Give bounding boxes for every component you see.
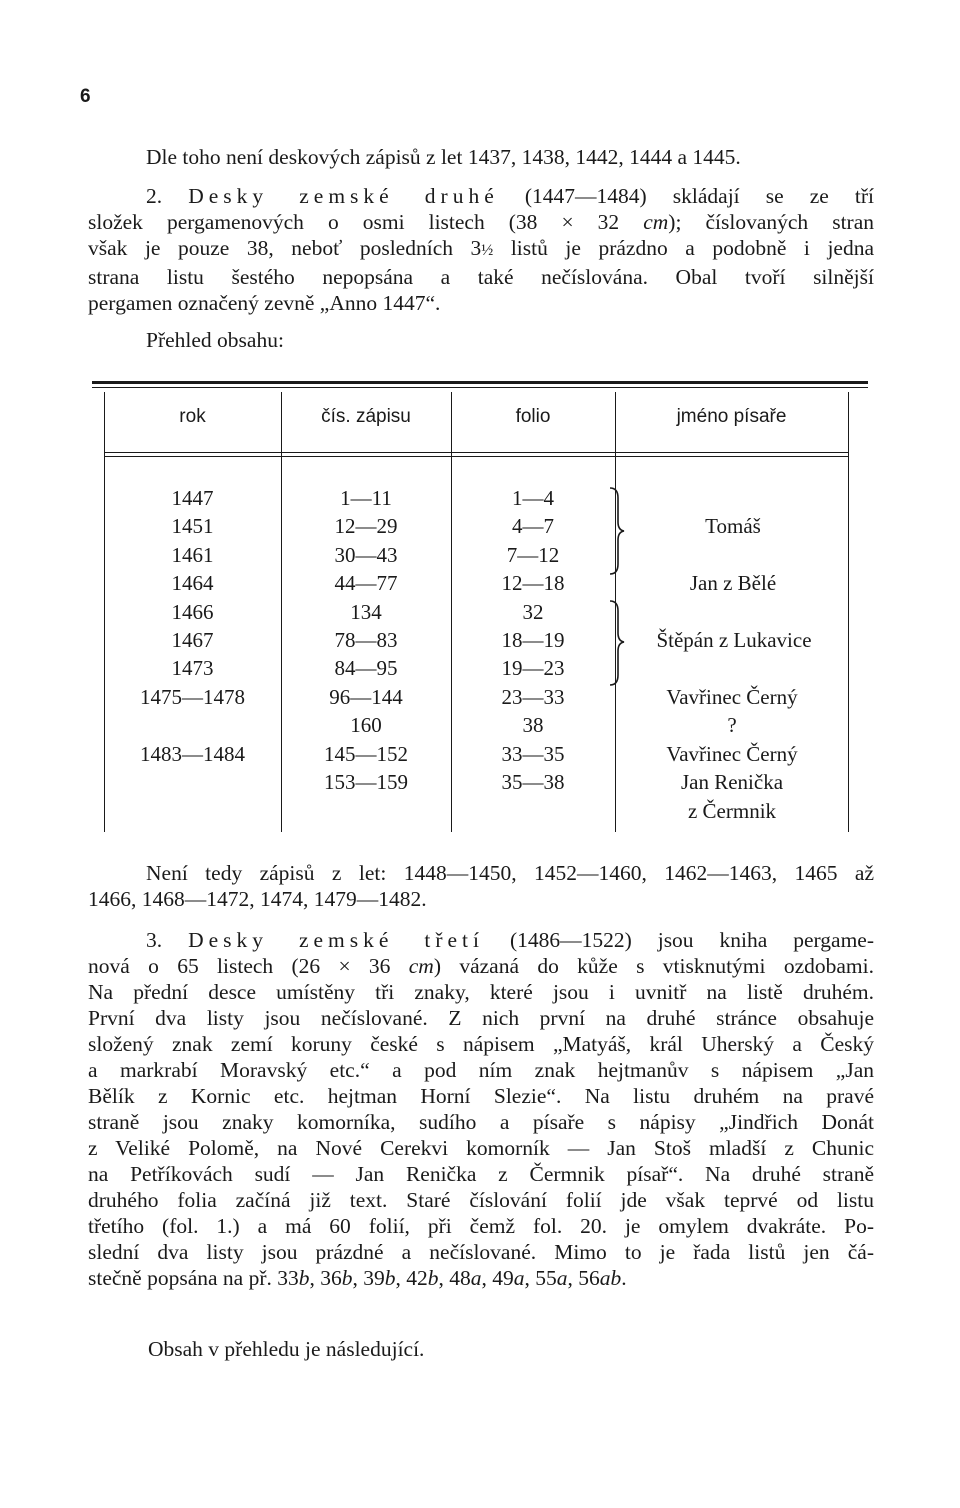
unit-cm: cm (643, 210, 669, 234)
cell-rok: 1451 (171, 514, 214, 539)
cell-zapis: 12—29 (334, 514, 398, 539)
section-3-line-12: třetího (fol. 1.) a má 60 folií, při čemž fol. 20. je omylem dvakráte. Po- (88, 1214, 874, 1238)
column-cis-zapisu (281, 484, 451, 796)
section-3-line-5: složený znak zemí koruny české s nápisem „Matyáš, král Uherský a Český (88, 1032, 874, 1056)
folio-side: ab (599, 1266, 622, 1290)
table-top-rule-thin (92, 387, 868, 388)
section-3-line-10: na Petříkovách sudí — Jan Renička z Čermnik písař“. Na druhé straně (88, 1162, 874, 1186)
section-2-title: Desky zemské druhé (188, 184, 499, 208)
scribe-jan-z-bele: Jan z Bělé (689, 571, 777, 595)
table-right-border (848, 392, 849, 832)
cell-zapis: 78—83 (334, 627, 398, 652)
section-3-line-7: Bělík z Kornic etc. hejtman Horní Slezie“. Na listu druhém na pravé (88, 1084, 874, 1108)
folio-ref: 48 (449, 1266, 471, 1290)
cell-rok: 1483—1484 (140, 741, 245, 766)
cell-folio: 35—38 (501, 769, 565, 794)
col-divider-2 (451, 392, 452, 832)
section-3-line-3: Na přední desce umístěny tři znaky, které jsou i uvnitř na listě druhém. (88, 980, 874, 1004)
text-run: ); číslovaných stran (668, 210, 874, 234)
column-folio (451, 484, 615, 796)
intro-paragraph (88, 144, 874, 170)
missing-entries-paragraph (88, 860, 874, 912)
cell-rok: 1447 (171, 486, 214, 510)
section-2-line-4: strana listu šestého nepopsána a také nečíslována. Obal tvoří silnější (88, 265, 874, 289)
section-2-line-2 (88, 209, 874, 235)
cell-zapis: 145—152 (324, 741, 408, 766)
cell-zapis: 96—144 (329, 684, 403, 709)
cell-zapis: 134 (350, 599, 382, 624)
cell-zapis: 153—159 (324, 769, 408, 794)
section-number: 3. (146, 928, 163, 952)
scribe-stepan-z-lukavice: Štěpán z Lukavice (656, 628, 812, 652)
scribe-vavrinec-cerny: Vavřinec Černý (666, 685, 798, 709)
folio-ref: 33 (277, 1266, 299, 1290)
missing-line-2: 1466, 1468—1472, 1474, 1479—1482. (88, 887, 427, 911)
cell-folio: 4—7 (512, 514, 554, 539)
folio-side: a (556, 1266, 568, 1290)
section-3-title: Desky zemské třetí (188, 928, 484, 952)
table-top-rule (92, 381, 868, 384)
section-number: 2. (146, 184, 163, 208)
section-3-line-14: stečně popsána na př. 33b, 36b, 39b, 42b, 48a, 49a, 55a, 56ab. (88, 1266, 627, 1290)
section-2-line-1 (88, 183, 874, 209)
cell-folio: 38 (522, 713, 544, 738)
cell-folio: 12—18 (501, 571, 565, 596)
cell-rok (104, 711, 281, 739)
brace-tomas (606, 486, 626, 576)
cell-zapis: 44—77 (334, 571, 398, 596)
cell-rok: 1461 (171, 542, 214, 567)
scribe-jan-renicka-place: z Čermnik (687, 799, 777, 823)
cell-folio: 1—4 (512, 486, 554, 510)
scribe-vavrinec-cerny-2: Vavřinec Černý (666, 742, 798, 766)
header-jmeno-pisare: jméno písaře (676, 406, 787, 427)
section-3-line-8: straně jsou znaky komorníka, sudího a písaře s nápisy „Jindřich Donát (88, 1110, 874, 1134)
section-3-paragraph (88, 927, 874, 1291)
folio-ref: 55 (535, 1266, 557, 1290)
cell-folio: 23—33 (501, 684, 565, 709)
closing-line: Obsah v přehledu je následující. (148, 1337, 425, 1361)
section-3-line-9: z Veliké Polomě, na Nové Cerekvi komorník — Jan Stoš mladší z Chunic (88, 1136, 874, 1160)
folio-side: a (513, 1266, 525, 1290)
fraction: ½ (481, 242, 494, 259)
section-3-line-4: První dva listy jsou nečíslované. Z nich první na druhé stránce obsahuje (88, 1006, 874, 1030)
section-2-dates: (1447—1484) skládají se ze tří (524, 184, 875, 208)
cell-zapis: 84—95 (334, 656, 398, 681)
section-3-dates: (1486—1522) jsou kniha pergame- (509, 928, 875, 952)
section-2-line-5: pergamen označený zevně „Anno 1447“. (88, 291, 441, 315)
scribe-tomas: Tomáš (705, 514, 761, 538)
cell-folio: 19—23 (501, 656, 565, 681)
cell-rok (104, 768, 281, 796)
header-rule (104, 452, 848, 453)
text-run: složek pergamenových o osmi listech (38 × 32 (88, 210, 644, 234)
col-divider-1 (281, 392, 282, 832)
folio-side: b (427, 1266, 439, 1290)
intro-line: Dle toho není deskových zápisů z let 1437, 1438, 1442, 1444 a 1445. (146, 145, 741, 169)
folio-side: b (341, 1266, 353, 1290)
section-3-line-2 (88, 953, 874, 979)
folio-ref: 42 (406, 1266, 428, 1290)
cell-folio: 18—19 (501, 627, 565, 652)
brace-stepan (606, 599, 626, 687)
page-number: 6 (80, 86, 91, 107)
closing-paragraph (88, 1336, 874, 1362)
folio-ref: 39 (363, 1266, 385, 1290)
cell-rok: 1466 (171, 599, 214, 624)
folio-side: b (298, 1266, 310, 1290)
section-3-line-1 (88, 927, 874, 953)
header-cis-zapisu: čís. zápisu (321, 406, 411, 427)
folio-side: b (384, 1266, 396, 1290)
text-run: nová o 65 listech (26 × 36 (88, 954, 409, 978)
cell-folio: 7—12 (506, 542, 560, 567)
folio-ref: 49 (492, 1266, 514, 1290)
cell-folio: 33—35 (501, 741, 565, 766)
text-run: však je pouze 38, neboť posledních 3 (88, 236, 482, 260)
section-2-paragraph (88, 183, 874, 316)
text-run: listů je prázdno a podobně i jedna (493, 236, 875, 260)
header-rok: rok (179, 406, 206, 427)
section-3-line-6: a markrabí Moravský etc.“ a pod ním znak hejtmanův s nápisem „Jan (88, 1058, 874, 1082)
unit-cm: cm (408, 954, 434, 978)
cell-zapis: 1—11 (340, 486, 392, 510)
table-caption: Přehled obsahu: (146, 328, 284, 352)
cell-folio: 32 (522, 599, 544, 624)
section-2-line-3 (88, 235, 874, 264)
text-run: ) vázaná do kůže s vtisknutými ozdobami. (433, 954, 874, 978)
header-rule-2 (104, 456, 848, 457)
scribe-unknown: ? (727, 713, 737, 737)
section-3-line-13: slední dva listy jsou prázdné a nečíslované. Mimo to je řada listů jen čá- (88, 1240, 874, 1264)
column-rok (104, 484, 281, 796)
folio-ref: 36 (320, 1266, 342, 1290)
header-folio: folio (515, 406, 551, 427)
text-run: stečně popsána na př. (88, 1266, 278, 1290)
col-divider-3 (615, 392, 616, 832)
cell-zapis: 30—43 (334, 542, 398, 567)
scribe-jan-renicka: Jan Renička (680, 770, 784, 794)
folio-ref: 56 (578, 1266, 600, 1290)
cell-zapis: 160 (350, 713, 382, 738)
cell-rok: 1464 (171, 571, 214, 596)
cell-rok: 1475—1478 (140, 684, 245, 709)
folio-side: a (470, 1266, 482, 1290)
cell-rok: 1467 (171, 627, 214, 652)
cell-rok: 1473 (171, 656, 214, 681)
section-3-line-11: druhého folia začíná již text. Staré číslování folií jde však teprvé od listu (88, 1188, 874, 1212)
missing-line-1: Není tedy zápisů z let: 1448—1450, 1452—1460, 1462—1463, 1465 až (146, 861, 874, 885)
table-left-border (104, 392, 105, 832)
